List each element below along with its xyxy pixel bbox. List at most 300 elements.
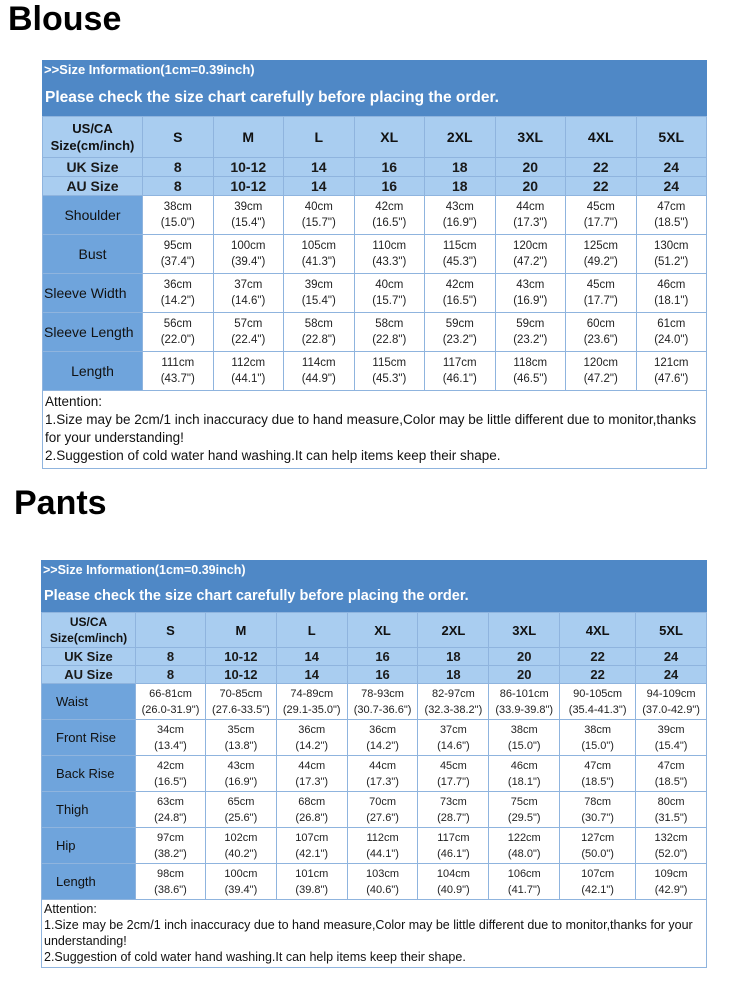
pants-measure-inch: (27.6") [366, 811, 399, 824]
pants-measure-cm: 47cm [584, 759, 612, 772]
blouse-measure-cell [284, 274, 355, 313]
blouse-measure-cm: 47cm [657, 201, 686, 213]
blouse-measure-cm: 39cm [234, 201, 263, 213]
pants-measure-inch: (46.1") [437, 847, 470, 860]
pants-measure-cm: 47cm [657, 759, 685, 772]
blouse-measure-cell [566, 352, 637, 391]
pants-header-row [42, 613, 707, 648]
pants-measure-cell [418, 828, 489, 864]
blouse-measure-inch: (22.8") [372, 334, 407, 346]
blouse-measure-cm: 40cm [375, 279, 404, 291]
pants-au-size-value: 20 [489, 666, 560, 684]
blouse-measure-cm: 114cm [301, 357, 336, 369]
pants-measure-inch: (38.2") [154, 847, 187, 860]
blouse-measure-inch: (22.8") [301, 334, 336, 346]
pants-measure-inch: (40.2") [224, 847, 258, 860]
blouse-measure-inch: (46.5") [513, 373, 548, 385]
pants-measure-inch: (40.9") [437, 883, 470, 896]
blouse-measure-cm: 120cm [583, 357, 619, 369]
pants-measure-cell [136, 684, 206, 720]
blouse-measure-cm: 37cm [234, 279, 263, 291]
pants-measure-cell [136, 828, 206, 864]
pants-measure-inch: (29.1-35.0") [282, 703, 341, 716]
pants-measure-cm: 65cm [227, 795, 255, 808]
blouse-measure-cell [143, 352, 214, 391]
pants-measure-cell [276, 756, 347, 792]
blouse-measure-row [43, 196, 707, 235]
blouse-measure-inch: (51.2") [654, 256, 689, 268]
blouse-measure-cm: 43cm [445, 201, 474, 213]
blouse-measure-label: Sleeve Width [43, 274, 143, 313]
blouse-header-label-line1: US/CA [72, 121, 113, 136]
pants-measure-cm: 73cm [439, 795, 467, 808]
pants-measure-cell [636, 720, 707, 756]
pants-measure-cm: 46cm [510, 759, 538, 772]
blouse-uk-size-label: UK Size [43, 158, 143, 177]
blouse-measure-inch: (45.3") [372, 373, 407, 385]
pants-measure-cell [489, 684, 560, 720]
pants-measure-cell [636, 792, 707, 828]
blouse-size-chart [42, 60, 707, 463]
pants-au-size-value: 22 [560, 666, 636, 684]
pants-measure-cm: 109cm [654, 867, 688, 880]
pants-measure-inch: (13.4") [154, 739, 187, 752]
pants-measure-cm: 90-105cm [573, 687, 623, 700]
blouse-measure-inch: (47.6") [654, 373, 689, 385]
blouse-size-header: 3XL [495, 117, 566, 158]
pants-measure-inch: (39.8") [295, 883, 329, 896]
pants-measure-cell [560, 684, 636, 720]
pants-measure-cm: 45cm [439, 759, 467, 772]
pants-measure-cm: 98cm [157, 867, 184, 880]
pants-au-size-value: 8 [136, 666, 206, 684]
blouse-measure-cell [354, 352, 425, 391]
blouse-measure-cell [143, 274, 214, 313]
blouse-measure-inch: (16.5") [372, 217, 407, 229]
pants-size-header: S [136, 613, 206, 648]
pants-measure-cell [347, 792, 418, 828]
blouse-measure-cm: 61cm [657, 318, 686, 330]
blouse-measure-cell [143, 235, 214, 274]
blouse-measure-label: Length [43, 352, 143, 391]
pants-measure-cell [560, 828, 636, 864]
blouse-measure-cell [213, 313, 284, 352]
blouse-measure-cell [425, 274, 496, 313]
pants-measure-label: Thigh [42, 792, 136, 828]
blouse-measure-inch: (44.1") [231, 373, 266, 385]
blouse-measure-cell [284, 352, 355, 391]
blouse-measure-cm: 42cm [375, 201, 404, 213]
pants-measure-cell [418, 756, 489, 792]
blouse-measure-cell [566, 196, 637, 235]
pants-measure-cell [347, 720, 418, 756]
pants-measure-cell [636, 684, 707, 720]
pants-measure-cell [347, 864, 418, 900]
pants-au-size-label: AU Size [42, 666, 136, 684]
pants-measure-label: Hip [42, 828, 136, 864]
blouse-measure-cell [354, 196, 425, 235]
pants-uk-size-label: UK Size [42, 648, 136, 666]
blouse-au-size-value: 10-12 [213, 177, 284, 196]
pants-measure-inch: (42.1") [295, 847, 329, 860]
pants-measure-cell [276, 720, 347, 756]
blouse-measure-cell [284, 235, 355, 274]
pants-header-label [42, 613, 136, 648]
pants-measure-cm: 103cm [366, 867, 400, 880]
blouse-measure-cell [495, 235, 566, 274]
blouse-measure-cell [425, 313, 496, 352]
pants-measure-inch: (44.1") [366, 847, 399, 860]
blouse-measure-inch: (41.3") [301, 256, 336, 268]
blouse-measure-cell [354, 274, 425, 313]
pants-size-header: 2XL [418, 613, 489, 648]
pants-uk-size-value: 18 [418, 648, 489, 666]
pants-measure-inch: (13.8") [224, 739, 258, 752]
blouse-measure-cell [143, 196, 214, 235]
pants-measure-cell [636, 828, 707, 864]
blouse-measure-cm: 57cm [234, 318, 263, 330]
pants-measure-cell [347, 828, 418, 864]
pants-measure-cm: 44cm [369, 759, 397, 772]
pants-measure-inch: (30.7") [581, 811, 614, 824]
pants-measure-label: Front Rise [42, 720, 136, 756]
pants-info-line: >>Size Information(1cm=0.39inch) [43, 563, 246, 577]
blouse-measure-cell [636, 313, 707, 352]
blouse-measure-inch: (15.0") [160, 217, 195, 229]
blouse-measure-cell [425, 235, 496, 274]
blouse-measure-inch: (23.2") [442, 334, 477, 346]
pants-measure-inch: (30.7-36.6") [353, 703, 412, 716]
pants-measure-inch: (14.6") [437, 739, 470, 752]
pants-measure-cell [560, 864, 636, 900]
pants-section-title: Pants [14, 484, 107, 522]
pants-measure-cm: 101cm [295, 867, 329, 880]
blouse-measure-row [43, 235, 707, 274]
blouse-measure-inch: (15.4") [231, 217, 266, 229]
blouse-measure-inch: (49.2") [583, 256, 618, 268]
blouse-measure-cell [354, 235, 425, 274]
pants-measure-inch: (24.8") [154, 811, 187, 824]
pants-au-size-row [42, 666, 707, 684]
blouse-measure-inch: (44.9") [301, 373, 336, 385]
pants-measure-cell [560, 720, 636, 756]
blouse-measure-cm: 121cm [653, 357, 689, 369]
pants-measure-cell [418, 864, 489, 900]
blouse-measure-cm: 112cm [231, 357, 266, 369]
pants-measure-cm: 127cm [581, 831, 615, 844]
pants-au-size-value: 14 [276, 666, 347, 684]
pants-measure-inch: (17.3") [366, 775, 399, 788]
pants-measure-cm: 106cm [507, 867, 541, 880]
pants-attention-note-1: 1.Size may be 2cm/1 inch inaccuracy due to hand measure,Color may be little different due to monitor,thanks for your understanding! [44, 918, 693, 948]
blouse-measure-cell [284, 313, 355, 352]
blouse-measure-inch: (43.3") [372, 256, 407, 268]
blouse-measure-inch: (18.1") [654, 295, 689, 307]
pants-measure-cm: 35cm [227, 723, 255, 736]
pants-measure-inch: (16.9") [224, 775, 258, 788]
pants-measure-cell [489, 720, 560, 756]
blouse-measure-inch: (16.9") [513, 295, 548, 307]
pants-measure-inch: (17.3") [295, 775, 329, 788]
blouse-size-header: S [143, 117, 214, 158]
pants-size-table [41, 612, 707, 900]
blouse-measure-inch: (15.7") [372, 295, 407, 307]
blouse-measure-inch: (17.3") [513, 217, 548, 229]
pants-measure-cm: 34cm [157, 723, 184, 736]
blouse-size-header: L [284, 117, 355, 158]
pants-size-chart [41, 560, 707, 965]
pants-measure-inch: (50.0") [581, 847, 614, 860]
blouse-measure-inch: (43.7") [160, 373, 195, 385]
pants-header-label-line1: US/CA [69, 615, 108, 629]
blouse-measure-cm: 58cm [304, 318, 333, 330]
pants-measure-inch: (18.5") [581, 775, 614, 788]
blouse-measure-label: Sleeve Length [43, 313, 143, 352]
blouse-measure-inch: (14.6") [231, 295, 266, 307]
blouse-header-label [43, 117, 143, 158]
blouse-measure-cell [425, 196, 496, 235]
blouse-measure-cell [566, 313, 637, 352]
pants-attention-note-2: 2.Suggestion of cold water hand washing.It can help items keep their shape. [44, 950, 466, 964]
pants-measure-inch: (35.4-41.3") [568, 703, 627, 716]
pants-size-header: M [206, 613, 277, 648]
pants-measure-inch: (37.0-42.9") [642, 703, 700, 716]
blouse-measure-cm: 115cm [372, 357, 407, 369]
pants-measure-cm: 44cm [298, 759, 326, 772]
pants-uk-size-row [42, 648, 707, 666]
blouse-uk-size-value: 18 [425, 158, 496, 177]
blouse-measure-cell [213, 274, 284, 313]
blouse-au-size-value: 8 [143, 177, 214, 196]
blouse-measure-cell [495, 274, 566, 313]
pants-measure-cell [206, 864, 277, 900]
pants-measure-row [42, 756, 707, 792]
pants-measure-row [42, 792, 707, 828]
blouse-measure-cm: 120cm [512, 240, 548, 252]
blouse-measure-inch: (47.2") [513, 256, 548, 268]
blouse-info-line: >>Size Information(1cm=0.39inch) [44, 62, 255, 77]
blouse-measure-inch: (37.4") [160, 256, 195, 268]
pants-measure-cell [347, 684, 418, 720]
pants-measure-cm: 122cm [507, 831, 541, 844]
pants-measure-label: Waist [42, 684, 136, 720]
pants-uk-size-value: 14 [276, 648, 347, 666]
blouse-measure-label: Shoulder [43, 196, 143, 235]
blouse-uk-size-value: 8 [143, 158, 214, 177]
pants-uk-size-value: 22 [560, 648, 636, 666]
pants-measure-cell [136, 864, 206, 900]
blouse-size-header: 4XL [566, 117, 637, 158]
pants-measure-inch: (17.7") [437, 775, 470, 788]
pants-measure-inch: (28.7") [437, 811, 470, 824]
blouse-measure-inch: (47.2") [583, 373, 618, 385]
blouse-au-size-value: 18 [425, 177, 496, 196]
pants-measure-cm: 104cm [436, 867, 470, 880]
pants-measure-cell [489, 756, 560, 792]
blouse-measure-cm: 40cm [304, 201, 333, 213]
blouse-au-size-value: 24 [636, 177, 707, 196]
blouse-measure-inch: (46.1") [442, 373, 477, 385]
blouse-uk-size-value: 24 [636, 158, 707, 177]
blouse-measure-cm: 125cm [583, 240, 619, 252]
blouse-measure-label: Bust [43, 235, 143, 274]
pants-measure-row [42, 684, 707, 720]
blouse-measure-cell [636, 196, 707, 235]
blouse-au-size-value: 20 [495, 177, 566, 196]
pants-measure-inch: (41.7") [507, 883, 541, 896]
pants-size-header: L [276, 613, 347, 648]
pants-measure-cell [418, 792, 489, 828]
pants-measure-inch: (15.4") [654, 739, 688, 752]
pants-measure-label: Back Rise [42, 756, 136, 792]
blouse-measure-cell [636, 352, 707, 391]
blouse-uk-size-value: 16 [354, 158, 425, 177]
pants-measure-inch: (39.4") [224, 883, 258, 896]
blouse-measure-cm: 110cm [372, 240, 407, 252]
blouse-measure-cm: 95cm [163, 240, 192, 252]
pants-measure-cell [489, 792, 560, 828]
blouse-size-header: 5XL [636, 117, 707, 158]
pants-measure-cm: 39cm [657, 723, 685, 736]
blouse-measure-cell [284, 196, 355, 235]
blouse-measure-row [43, 352, 707, 391]
blouse-measure-cell [143, 313, 214, 352]
pants-measure-cm: 100cm [224, 867, 258, 880]
pants-measure-cell [206, 720, 277, 756]
pants-measure-cm: 68cm [298, 795, 326, 808]
pants-measure-cm: 78-93cm [361, 687, 404, 700]
blouse-attention-title: Attention: [45, 394, 103, 409]
pants-uk-size-value: 20 [489, 648, 560, 666]
pants-measure-inch: (32.3-38.2") [424, 703, 483, 716]
pants-measure-cell [276, 792, 347, 828]
blouse-measure-cm: 56cm [163, 318, 192, 330]
blouse-size-table [42, 116, 707, 391]
pants-measure-cm: 36cm [298, 723, 326, 736]
pants-measure-cm: 70cm [369, 795, 397, 808]
blouse-measure-inch: (45.3") [442, 256, 477, 268]
blouse-measure-inch: (22.4") [231, 334, 266, 346]
blouse-uk-size-value: 20 [495, 158, 566, 177]
pants-measure-cm: 43cm [227, 759, 255, 772]
pants-measure-cell [276, 684, 347, 720]
blouse-measure-cm: 100cm [230, 240, 266, 252]
pants-measure-cell [206, 684, 277, 720]
pants-measure-cm: 132cm [654, 831, 688, 844]
pants-au-size-value: 16 [347, 666, 418, 684]
pants-measure-cell [206, 828, 277, 864]
blouse-measure-cell [636, 274, 707, 313]
pants-measure-cm: 102cm [224, 831, 258, 844]
pants-measure-cm: 42cm [157, 759, 184, 772]
blouse-measure-row [43, 274, 707, 313]
pants-measure-cell [560, 792, 636, 828]
pants-measure-cm: 97cm [157, 831, 184, 844]
pants-measure-inch: (31.5") [654, 811, 688, 824]
pants-attention-title: Attention: [44, 902, 97, 916]
blouse-measure-cell [354, 313, 425, 352]
pants-measure-inch: (26.0-31.9") [141, 703, 200, 716]
blouse-size-header: XL [354, 117, 425, 158]
pants-measure-cm: 36cm [369, 723, 397, 736]
blouse-measure-cell [495, 313, 566, 352]
pants-measure-cell [136, 720, 206, 756]
pants-measure-cell [489, 864, 560, 900]
pants-au-size-value: 24 [636, 666, 707, 684]
blouse-measure-cm: 58cm [375, 318, 404, 330]
pants-measure-inch: (25.6") [224, 811, 258, 824]
blouse-measure-cell [213, 235, 284, 274]
blouse-measure-inch: (14.2") [160, 295, 195, 307]
blouse-measure-cell [495, 196, 566, 235]
pants-banner [41, 560, 707, 612]
blouse-uk-size-value: 10-12 [213, 158, 284, 177]
blouse-check-line: Please check the size chart carefully before placing the order. [45, 89, 499, 106]
pants-measure-inch: (14.2") [366, 739, 399, 752]
pants-measure-cell [136, 792, 206, 828]
pants-measure-cm: 107cm [581, 867, 615, 880]
blouse-measure-cell [213, 352, 284, 391]
pants-measure-inch: (42.9") [654, 883, 688, 896]
pants-measure-inch: (16.5") [154, 775, 187, 788]
pants-measure-row [42, 864, 707, 900]
pants-attention [41, 900, 707, 968]
blouse-measure-inch: (24.0") [654, 334, 689, 346]
blouse-banner [42, 60, 707, 116]
pants-size-header: 4XL [560, 613, 636, 648]
pants-uk-size-value: 10-12 [206, 648, 277, 666]
blouse-measure-inch: (23.6") [583, 334, 618, 346]
pants-measure-cell [636, 864, 707, 900]
pants-measure-inch: (27.6-33.5") [212, 703, 270, 716]
blouse-measure-cell [566, 274, 637, 313]
blouse-au-size-value: 22 [566, 177, 637, 196]
pants-measure-row [42, 720, 707, 756]
blouse-measure-inch: (15.7") [301, 217, 336, 229]
blouse-au-size-value: 14 [284, 177, 355, 196]
blouse-measure-cm: 118cm [513, 357, 548, 369]
pants-measure-cm: 80cm [657, 795, 685, 808]
pants-measure-inch: (14.2") [295, 739, 329, 752]
pants-measure-cm: 75cm [510, 795, 538, 808]
pants-measure-cm: 117cm [437, 831, 470, 844]
blouse-measure-cm: 42cm [445, 279, 474, 291]
blouse-measure-cm: 36cm [163, 279, 192, 291]
pants-measure-cell [206, 756, 277, 792]
blouse-measure-inch: (18.5") [654, 217, 689, 229]
blouse-measure-inch: (39.4") [231, 256, 266, 268]
pants-measure-cm: 82-97cm [432, 687, 475, 700]
pants-measure-cm: 86-101cm [499, 687, 549, 700]
pants-measure-inch: (48.0") [507, 847, 541, 860]
pants-au-size-value: 18 [418, 666, 489, 684]
pants-size-header: 5XL [636, 613, 707, 648]
blouse-attention-note-2: 2.Suggestion of cold water hand washing.It can help items keep their shape. [45, 448, 501, 463]
blouse-measure-cell [213, 196, 284, 235]
pants-measure-cm: 74-89cm [290, 687, 334, 700]
pants-measure-cm: 70-85cm [219, 687, 263, 700]
pants-check-line: Please check the size chart carefully before placing the order. [44, 588, 469, 604]
blouse-measure-cell [636, 235, 707, 274]
pants-measure-cm: 66-81cm [149, 687, 192, 700]
blouse-measure-cell [495, 352, 566, 391]
blouse-measure-inch: (17.7") [583, 295, 618, 307]
blouse-header-row [43, 117, 707, 158]
pants-size-header: XL [347, 613, 418, 648]
blouse-measure-inch: (23.2") [513, 334, 548, 346]
blouse-measure-cm: 38cm [163, 201, 192, 213]
blouse-measure-inch: (22.0") [160, 334, 195, 346]
